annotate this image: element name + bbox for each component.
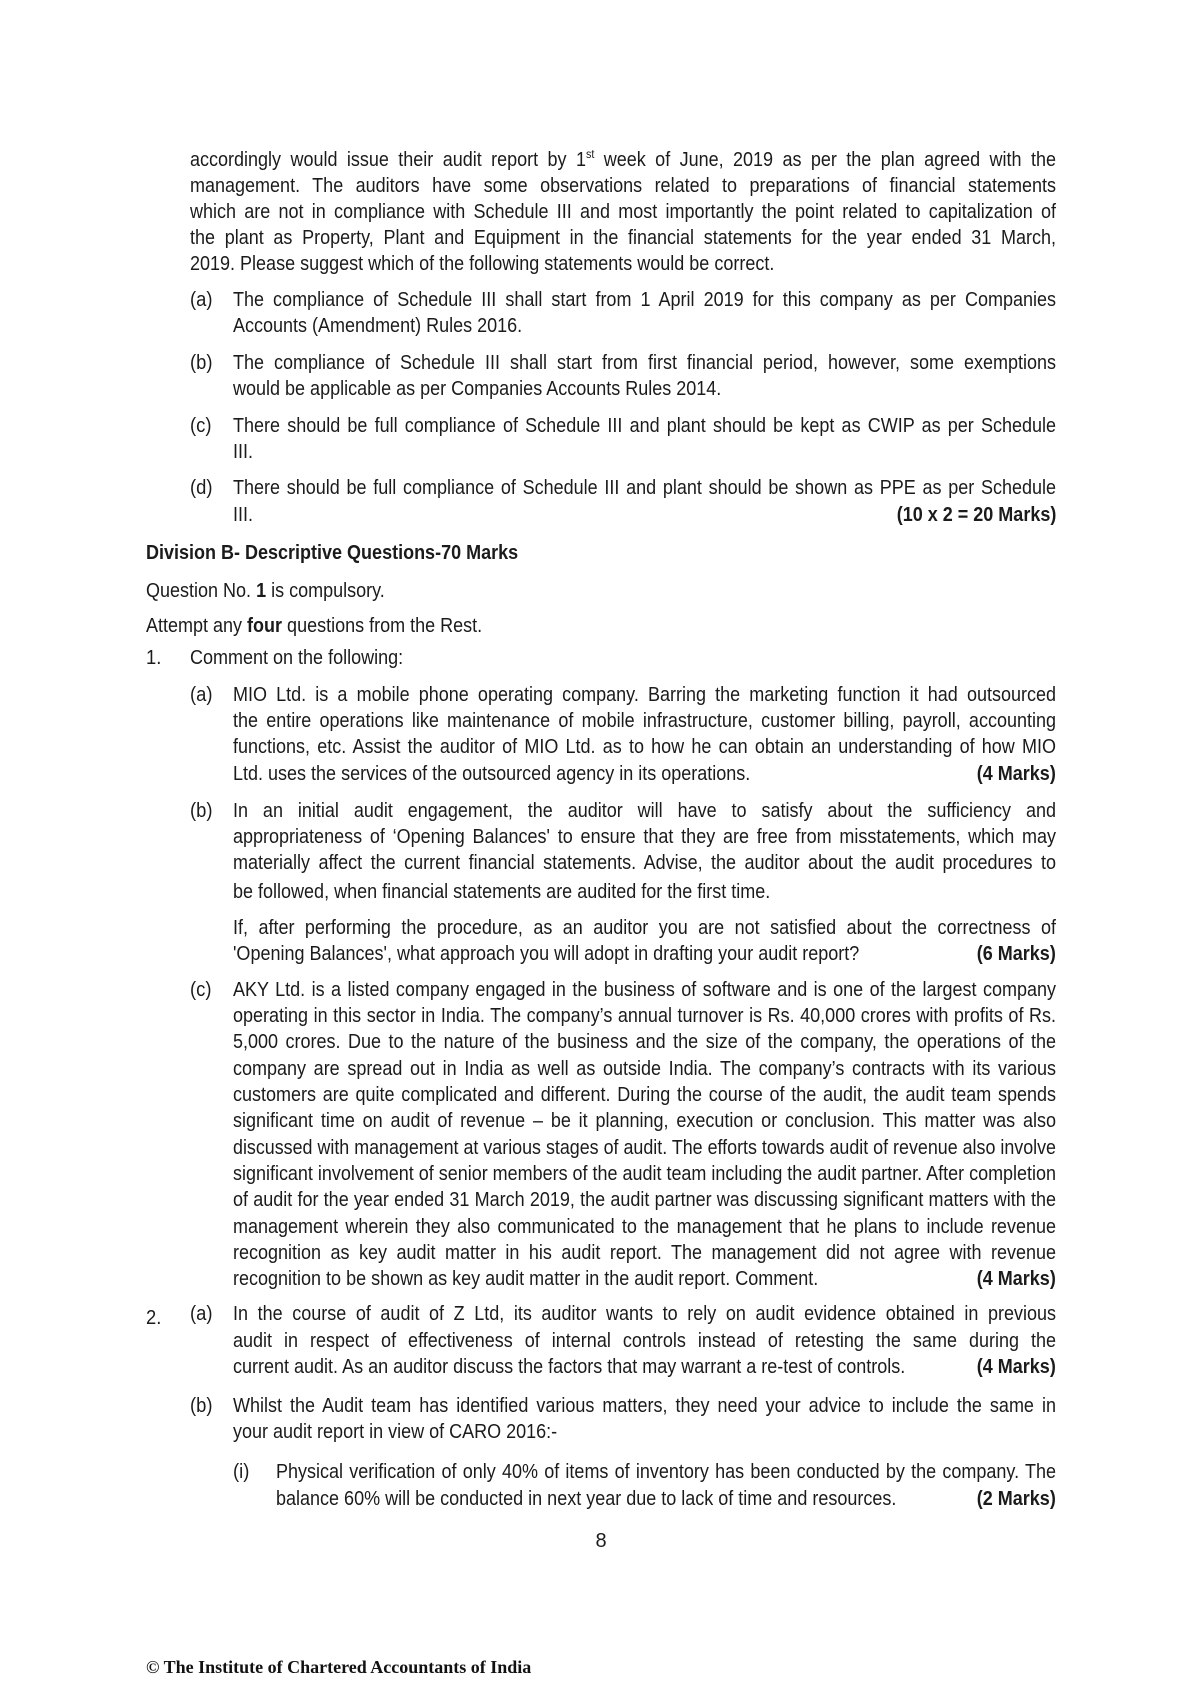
intro-line <box>190 147 1056 173</box>
question-1c-line: discussed with management at various stages of audit. The efforts towards audit of revenue also involve <box>233 1137 1056 1159</box>
question-1c-line: company are spread out in India as well as outside India. The company’s contracts with its various <box>233 1058 1056 1080</box>
question-2a-line: In the course of audit of Z Ltd, its auditor wants to rely on audit evidence obtained in previous <box>233 1303 1057 1325</box>
instruction-text: Question No. <box>146 580 257 602</box>
option-b-line: would be applicable as per Companies Accounts Rules 2014. <box>233 378 722 400</box>
option-d-label: (d) <box>190 477 213 499</box>
question-1b-followup-line: 'Opening Balances', what approach you will adopt in drafting your audit report? <box>233 943 860 965</box>
option-d-line: III. <box>233 504 254 526</box>
question-1b-followup-line: If, after performing the procedure, as an auditor you are not satisfied about the correctness of <box>233 917 1056 939</box>
question-2a-line: audit in respect of effectiveness of internal controls instead of retesting the same during the <box>233 1330 1057 1352</box>
question-2b-line: Whilst the Audit team has identified various matters, they need your advice to include the same in <box>233 1395 1056 1417</box>
intro-line: management. The auditors have some observations related to preparations of financial statements <box>190 175 1056 197</box>
question-1c-line: recognition as key audit matter in his audit report. The management did not agree with revenue <box>233 1242 1056 1264</box>
option-a-line: Accounts (Amendment) Rules 2016. <box>233 315 523 337</box>
page-number: 8 <box>595 1530 607 1552</box>
option-b-label: (b) <box>190 352 213 374</box>
question-1c-line: significant time on audit of revenue – be it planning, execution or conclusion. This matter was also <box>233 1110 1057 1132</box>
question-1a-line: the entire operations like maintenance of mobile infrastructure, customer billing, payroll, accounting <box>233 710 1057 732</box>
question-1c-line: operating in this sector in India. The company’s annual turnover is Rs. 40,000 crores with profits of Rs. <box>233 1005 1056 1027</box>
question-1a-marks: (4 Marks) <box>976 763 1056 785</box>
intro-line: 2019. Please suggest which of the following statements would be correct. <box>190 253 775 275</box>
option-b-line: The compliance of Schedule III shall start from first financial period, however, some exemptions <box>233 352 1056 374</box>
instruction-text: is compulsory. <box>266 580 385 602</box>
question-2a-line: current audit. As an auditor discuss the factors that may warrant a re-test of controls. <box>233 1356 906 1378</box>
intro-line-text: week of June, 2019 as per the plan agreed with the <box>594 149 1056 171</box>
question-1b-line: be followed, when financial statements are audited for the first time. <box>233 881 771 903</box>
question-2b-label: (b) <box>190 1395 213 1417</box>
question-1b-line: appropriateness of ‘Opening Balances' to ensure that they are free from misstatements, which may <box>233 826 1056 848</box>
question-1c-line: AKY Ltd. is a listed company engaged in the business of software and is one of the largest company <box>233 979 1056 1001</box>
question-1b-line: materially affect the current financial statements. Advise, the auditor about the audit procedures to <box>233 852 1056 874</box>
option-c-line: III. <box>233 441 254 463</box>
intro-line: which are not in compliance with Schedule III and most importantly the point related to capitalization of <box>190 201 1056 223</box>
option-c-label: (c) <box>190 415 212 437</box>
question-2a-marks: (4 Marks) <box>976 1356 1056 1378</box>
question-1a-line: Ltd. uses the services of the outsourced agency in its operations. <box>233 763 751 785</box>
question-1-number: 1. <box>146 647 162 669</box>
options-marks: (10 x 2 = 20 Marks) <box>896 504 1056 526</box>
division-heading: Division B- Descriptive Questions-70 Marks <box>146 542 519 564</box>
question-1c-line: significant involvement of senior members of the audit team including the audit partner. After completion <box>233 1163 1056 1185</box>
footer-copyright: © The Institute of Chartered Accountants of India <box>146 1657 532 1677</box>
instruction-compulsory <box>146 578 385 604</box>
question-1c-line: recognition to be shown as key audit matter in the audit report. Comment. <box>233 1268 819 1290</box>
instruction-attempt <box>146 613 482 639</box>
question-1b-marks: (6 Marks) <box>976 943 1056 965</box>
option-c-line: There should be full compliance of Schedule III and plant should be kept as CWIP as per Schedule <box>233 415 1057 437</box>
question-2a-label: (a) <box>190 1303 213 1325</box>
instruction-emphasis: four <box>247 615 283 637</box>
question-2b-i-line: Physical verification of only 40% of items of inventory has been conducted by the company. The <box>276 1461 1057 1483</box>
instruction-emphasis: 1 <box>256 580 267 602</box>
question-1c-line: of audit for the year ended 31 March 2019, the audit partner was discussing significant matters with the <box>233 1189 1056 1211</box>
option-a-label: (a) <box>190 289 213 311</box>
question-1c-line: customers are quite complicated and different. During the course of the audit, the audit team spends <box>233 1084 1057 1106</box>
question-1a-line: functions, etc. Assist the auditor of MIO Ltd. as to how he can obtain an understanding of how MIO <box>233 736 1057 758</box>
question-1a-line: MIO Ltd. is a mobile phone operating company. Barring the marketing function it had outsourced <box>233 684 1057 706</box>
question-1c-line: management wherein they also communicated to the management that he plans to include revenue <box>233 1216 1056 1238</box>
question-1b-line: In an initial audit engagement, the auditor will have to satisfy about the sufficiency and <box>233 800 1057 822</box>
option-a-line: The compliance of Schedule III shall start from 1 April 2019 for this company as per Companies <box>233 289 1057 311</box>
instruction-text: questions from the Rest. <box>282 615 483 637</box>
question-2-number: 2. <box>146 1307 162 1329</box>
question-2b-i-line: balance 60% will be conducted in next year due to lack of time and resources. <box>276 1488 897 1510</box>
instruction-text: Attempt any <box>146 615 248 637</box>
question-2b-i-marks: (2 Marks) <box>976 1488 1056 1510</box>
question-2b-line: your audit report in view of CARO 2016:- <box>233 1421 558 1443</box>
option-d-line: There should be full compliance of Schedule III and plant should be shown as PPE as per Schedule <box>233 477 1057 499</box>
question-1b-label: (b) <box>190 800 213 822</box>
question-1c-line: 5,000 crores. Due to the nature of the business and the size of the company, the operations of the <box>233 1031 1057 1053</box>
ordinal-suffix: st <box>585 147 595 161</box>
question-2b-i-label: (i) <box>233 1461 250 1483</box>
question-1a-label: (a) <box>190 684 213 706</box>
question-1-stem: Comment on the following: <box>190 647 404 669</box>
question-1c-marks: (4 Marks) <box>976 1268 1056 1290</box>
intro-line-text: accordingly would issue their audit report by 1 <box>190 149 586 171</box>
intro-line: the plant as Property, Plant and Equipment in the financial statements for the year ended 31 March, <box>190 227 1056 249</box>
question-1c-label: (c) <box>190 979 212 1001</box>
